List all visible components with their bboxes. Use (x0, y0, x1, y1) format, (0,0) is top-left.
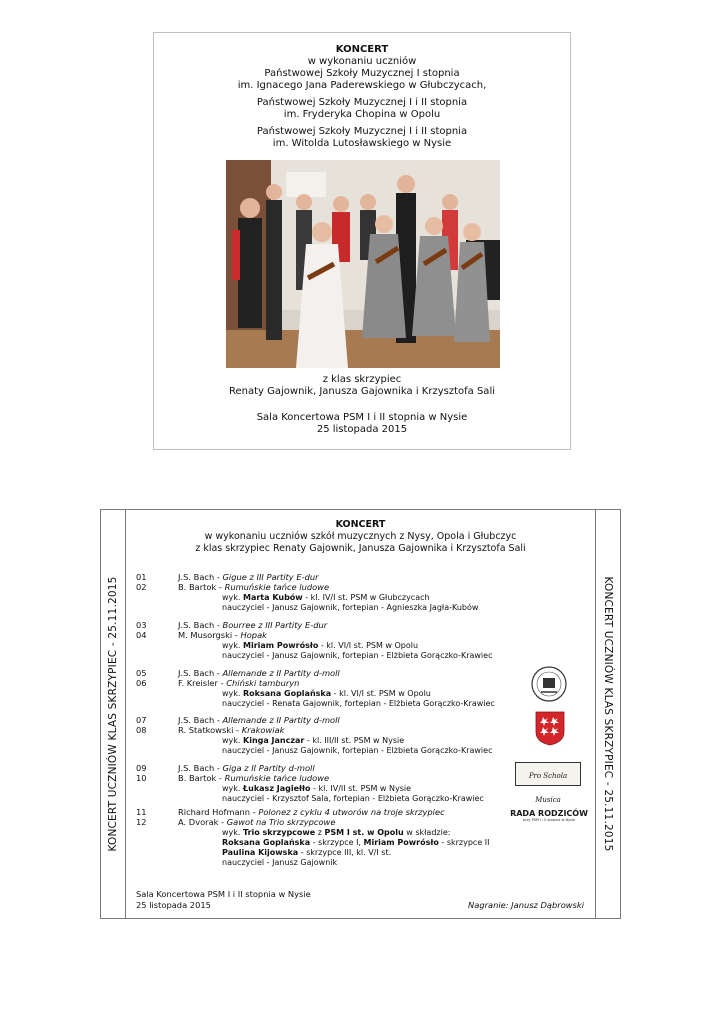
group-photo (226, 160, 500, 368)
track-number: 10 (136, 773, 147, 783)
cover-school1a: Państwowej Szkoły Muzycznej I stopnia (264, 68, 460, 79)
rada-rodzicow-logo: RADA RODZICÓW przy PSM I i II stopnia w Nysie (510, 809, 588, 822)
teacher-line: nauczyciel - Janusz Gajownik (222, 858, 338, 867)
performer-line: wyk. Miriam Powrósło - kl. VI/I st. PSM w Opolu (222, 641, 419, 650)
track-work: A. Dvorak - Gawot na Trio skrzypcowe (178, 817, 336, 827)
track-work: M. Musorgski - Hopak (178, 630, 267, 640)
track-number: 04 (136, 630, 147, 640)
cover-school1b: im. Ignacego Jana Paderewskiego w Głubczycach, (237, 80, 487, 91)
spine-right-text: KONCERT UCZNIÓW KLAS SKRZYPIEC - 25.11.2015 (602, 576, 614, 852)
spine-left (101, 510, 126, 918)
track-number: 09 (136, 763, 147, 773)
track-work: Richard Hofmann - Polonez z cyklu 4 utworów na troje skrzypiec (178, 807, 445, 817)
track-number: 02 (136, 582, 147, 592)
cover-intro: w wykonaniu uczniów (307, 56, 417, 67)
cover-card (153, 32, 571, 450)
coat-of-arms-logo (535, 711, 565, 746)
track-number: 12 (136, 817, 147, 827)
school-emblem-logo (531, 666, 567, 702)
track-work: J.S. Bach - Bourree z III Partity E-dur (178, 620, 328, 630)
track-work: R. Statkowski - Krakowiak (178, 725, 285, 735)
track-work: J.S. Bach - Allemande z II Partity d-moll (178, 715, 340, 725)
cover-school3b: im. Witolda Lutosławskiego w Nysie (272, 138, 452, 149)
teacher-line: nauczyciel - Janusz Gajownik, fortepian - Elżbieta Gorączko-Krawiec (222, 651, 493, 660)
track-number: 07 (136, 715, 147, 725)
cover-classes-line1: z klas skrzypiec (322, 374, 402, 385)
track-work: B. Bartok - Rumuńskie tańce ludowe (178, 773, 330, 783)
performer-line: wyk. Trio skrzypcowe z PSM I st. w Opolu w składzie: (222, 828, 451, 837)
spine-right (595, 510, 620, 918)
track-number: 05 (136, 668, 147, 678)
teacher-line: nauczyciel - Janusz Gajownik, fortepian - Agnieszka Jagła-Kubów (222, 603, 479, 612)
spine-left-text: KONCERT UCZNIÓW KLAS SKRZYPIEC - 25.11.2015 (107, 576, 119, 852)
back-insert (100, 509, 621, 919)
cover-date: 25 listopada 2015 (316, 424, 408, 435)
trio-members-line1: Roksana Goplańska - skrzypce I, Miriam Powrósło - skrzypce II (222, 838, 490, 847)
track-work: J.S. Bach - Gigue z III Partity E-dur (178, 572, 319, 582)
back-subtitle1: w wykonaniu uczniów szkół muzycznych z Nysy, Opola i Głubczyc (204, 531, 517, 542)
track-number: 01 (136, 572, 147, 582)
pro-schola-musica-logo: Pro Schola Musica (515, 762, 581, 786)
cover-school2a: Państwowej Szkoły Muzycznej I i II stopnia (256, 97, 468, 108)
track-number: 03 (136, 620, 147, 630)
back-date: 25 listopada 2015 (136, 900, 211, 910)
track-number: 11 (136, 807, 147, 817)
cover-school2b: im. Fryderyka Chopina w Opolu (283, 109, 441, 120)
back-title: KONCERT (335, 519, 386, 530)
teacher-line: nauczyciel - Renata Gajownik, fortepian - Elżbieta Gorączko-Krawiec (222, 699, 495, 708)
track-work: B. Bartok - Rumuńskie tańce ludowe (178, 582, 330, 592)
back-subtitle2: z klas skrzypiec Renaty Gajownik, Janusza Gajownika i Krzysztofa Sali (195, 543, 526, 554)
teacher-line: nauczyciel - Janusz Gajownik, fortepian - Elżbieta Gorączko-Krawiec (222, 746, 493, 755)
recording-credit: Nagranie: Janusz Dąbrowski (468, 900, 584, 910)
cover-venue: Sala Koncertowa PSM I i II stopnia w Nysie (256, 412, 468, 423)
track-work: F. Kreisler - Chiński tamburyn (178, 678, 300, 688)
cover-classes-line2: Renaty Gajownik, Janusza Gajownika i Krzysztofa Sali (228, 386, 495, 397)
performer-line: wyk. Marta Kubów - kl. IV/I st. PSM w Głubczycach (222, 593, 430, 602)
trio-members-line2: Paulina Kijowska - skrzypce III, kl. V/I st. (222, 848, 392, 857)
performer-line: wyk. Łukasz Jagiełło - kl. IV/II st. PSM w Nysie (222, 784, 412, 793)
performer-line: wyk. Roksana Goplańska - kl. VI/I st. PSM w Opolu (222, 689, 431, 698)
track-number: 06 (136, 678, 147, 688)
performer-line: wyk. Kinga Janczar - kl. III/II st. PSM w Nysie (222, 736, 405, 745)
track-number: 08 (136, 725, 147, 735)
cover-school3a: Państwowej Szkoły Muzycznej I i II stopnia (256, 126, 468, 137)
track-work: J.S. Bach - Allemande z II Partity d-moll (178, 668, 340, 678)
track-work: J.S. Bach - Giga z II Partity d-moll (178, 763, 315, 773)
back-venue: Sala Koncertowa PSM I i II stopnia w Nysie (136, 889, 311, 899)
teacher-line: nauczyciel - Krzysztof Sala, fortepian - Elżbieta Gorączko-Krawiec (222, 794, 484, 803)
cover-title: KONCERT (335, 44, 389, 55)
